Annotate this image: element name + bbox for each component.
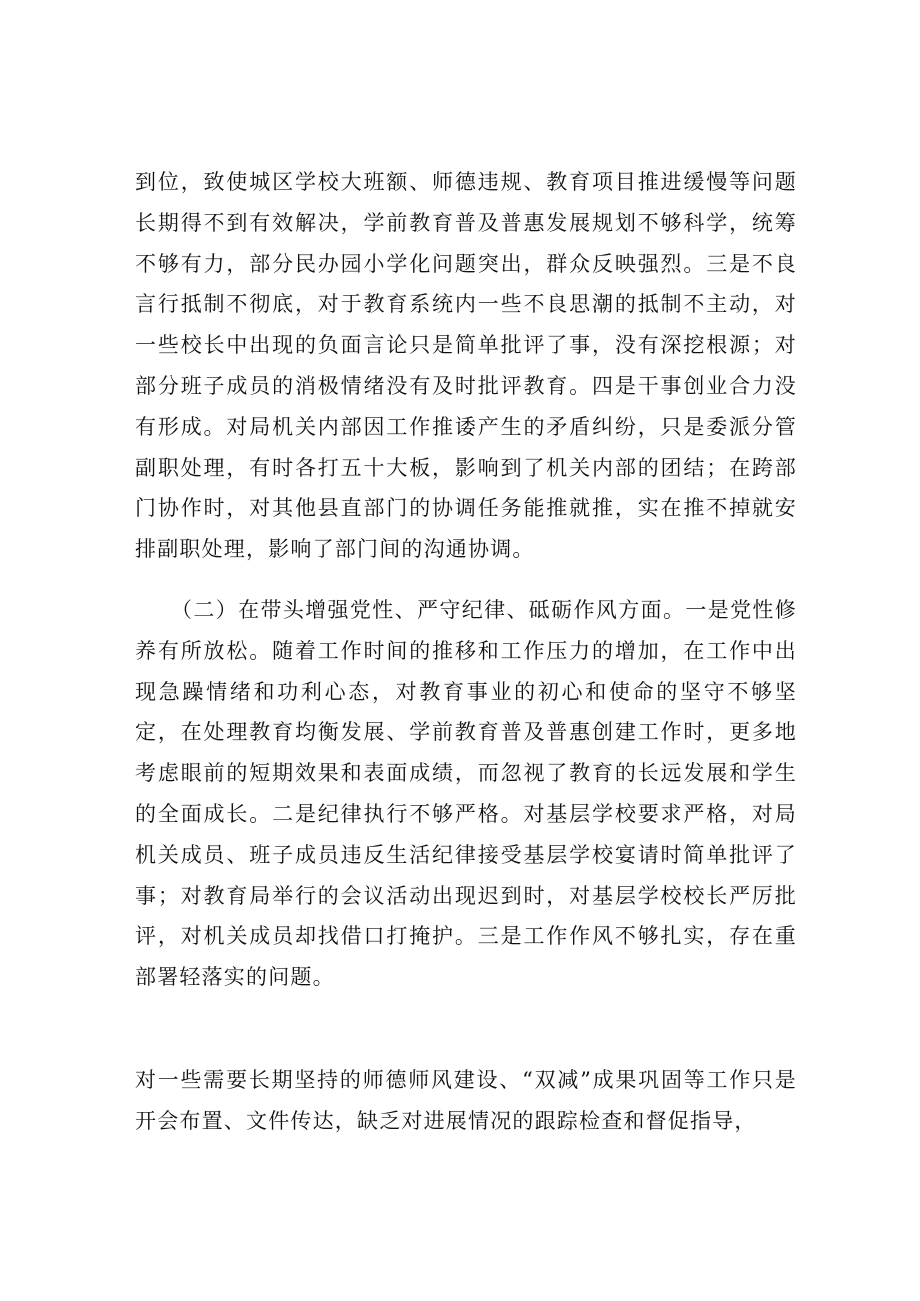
document-paragraph-3	[135, 1060, 797, 1142]
document-paragraph-1	[135, 162, 797, 570]
paragraph-text: （二）在带头增强党性、严守纪律、砥砺作风方面。一是党性修养有所放松。随着工作时间的推移和工作压力的增加，在工作中出现急躁情绪和功利心态，对教育事业的初心和使命的坚守不够坚定，在处理教育均衡发展、学前教育普及普惠创建工作时，更多地考虑眼前的短期效果和表面成绩，而忽视了教育的长远发展和学生的全面成长。二是纪律执行不够严格。对基层学校要求严格，对局机关成员、班子成员违反生活纪律接受基层学校宴请时简单批评了事；对教育局举行的会议活动出现迟到时，对基层学校校长严厉批评，对机关成员却找借口打掩护。三是工作作风不够扎实，存在重部署轻落实的问题。	[135, 598, 797, 990]
document-paragraph-2	[135, 590, 797, 998]
paragraph-text: 到位，致使城区学校大班额、师德违规、教育项目推进缓慢等问题长期得不到有效解决，学前教育普及普惠发展规划不够科学，统筹不够有力，部分民办园小学化问题突出，群众反映强烈。三是不良言行抵制不彻底，对于教育系统内一些不良思潮的抵制不主动，对一些校长中出现的负面言论只是简单批评了事，没有深挖根源；对部分班子成员的消极情绪没有及时批评教育。四是干事创业合力没有形成。对局机关内部因工作推诿产生的矛盾纠纷，只是委派分管副职处理，有时各打五十大板，影响到了机关内部的团结；在跨部门协作时，对其他县直部门的协调任务能推就推，实在推不掉就安排副职处理，影响了部门间的沟通协调。	[135, 170, 797, 562]
paragraph-text: 对一些需要长期坚持的师德师风建设、“双减”成果巩固等工作只是开会布置、文件传达，缺乏对进展情况的跟踪检查和督促指导，	[135, 1068, 797, 1133]
